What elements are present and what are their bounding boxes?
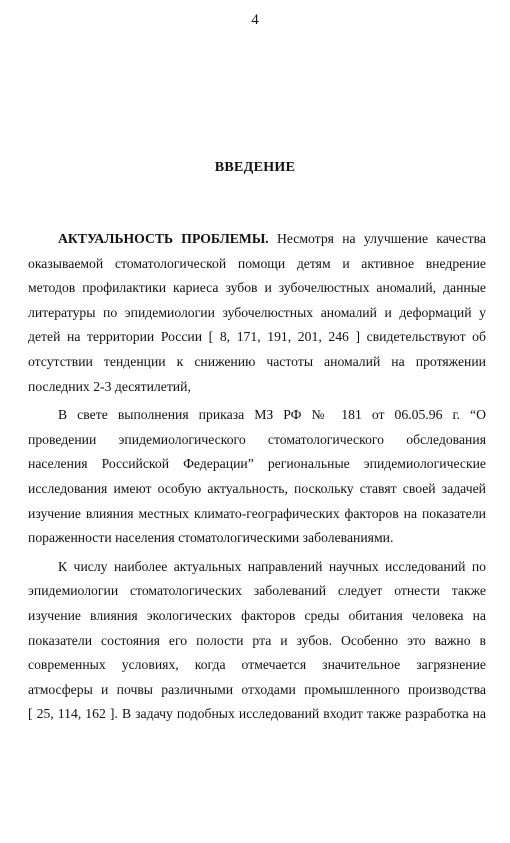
bold-lead: АКТУАЛЬНОСТЬ ПРОБЛЕМЫ. <box>58 231 269 246</box>
text-line: эпидемиологии стоматологических заболеваний следует отнести также <box>28 583 486 599</box>
text-line: изучение влияния экологических факторов среды обитания человека на <box>28 607 486 623</box>
text-line: литературы по эпидемиологии зубочелюстных аномалий и деформаций у <box>28 304 486 320</box>
text-line: населения Российской Федерации” региональные эпидемиологические <box>28 456 486 472</box>
text-line: атмосферы и почвы различными отходами промышленного производства <box>28 681 486 697</box>
paragraph <box>28 227 486 399</box>
body-text <box>28 227 486 727</box>
text-line: К числу наиболее актуальных направлений научных исследований по <box>58 558 486 574</box>
text-line: исследования имеют особую актуальность, поскольку ставят своей задачей <box>28 480 486 496</box>
section-heading: ВВЕДЕНИЕ <box>214 160 296 175</box>
paragraph <box>28 555 486 727</box>
text-line: АКТУАЛЬНОСТЬ ПРОБЛЕМЫ. Несмотря на улучшение качества <box>58 231 487 246</box>
text-line: изучение влияния местных климато-географических факторов на показатели <box>28 505 486 521</box>
text-line: отсутствии тенденции к снижению частоты аномалий на протяжении <box>28 353 486 369</box>
text-line: пораженности населения стоматологическими заболеваниями. <box>28 530 394 546</box>
text-line: В свете выполнения приказа МЗ РФ № 181 от 06.05.96 г. “О <box>58 407 486 423</box>
text-line: современных условиях, когда отмечается значительное загрязнение <box>28 657 486 673</box>
text-line: методов профилактики кариеса зубов и зубочелюстных аномалий, данные <box>28 280 486 296</box>
text-line: оказываемой стоматологической помощи детям и активное внедрение <box>28 255 486 271</box>
page-number: 4 <box>251 12 259 28</box>
text-line: показатели состояния его полости рта и зубов. Особенно это важно в <box>28 632 486 648</box>
text-line: [ 25, 114, 162 ]. В задачу подобных исследований входит также разработка на <box>28 706 486 722</box>
text-line: последних 2-3 десятилетий, <box>28 378 191 394</box>
paragraph <box>28 403 486 551</box>
text-line: проведении эпидемиологического стоматологического обследования <box>28 431 486 447</box>
text-line: детей на территории России [ 8, 171, 191, 201, 246 ] свидетельствуют об <box>28 329 486 345</box>
